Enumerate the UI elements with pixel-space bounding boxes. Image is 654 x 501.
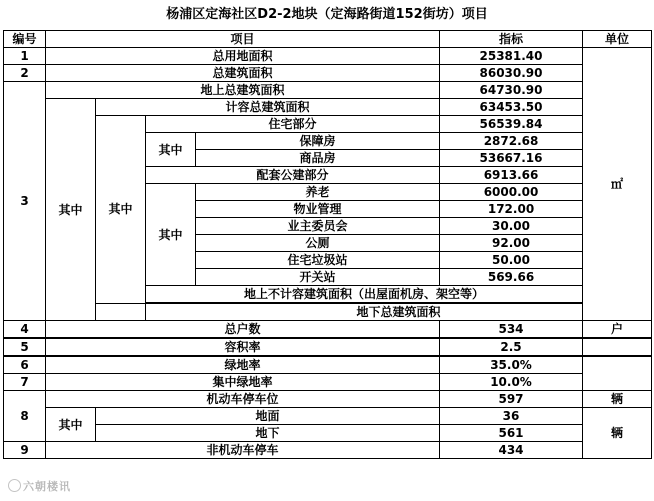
header-unit: 单位	[583, 31, 652, 48]
row-item: 配套公建部分	[146, 167, 440, 184]
row-no-8: 8	[4, 391, 46, 442]
table-row	[4, 374, 652, 391]
row-value: 434	[440, 442, 583, 459]
row-value: 35.0%	[440, 356, 583, 374]
unit-empty	[583, 356, 652, 391]
unit-vehicle: 辆	[583, 391, 652, 408]
row-item: 机动车停车位	[46, 391, 440, 408]
row-value: 6913.66	[440, 167, 583, 184]
table-row	[4, 65, 652, 82]
row-item: 总户数	[46, 321, 440, 339]
row-value: 30.00	[440, 218, 583, 235]
row-value: 597	[440, 391, 583, 408]
qizhong-label-parking: 其中	[46, 408, 96, 442]
row-no: 6	[4, 356, 46, 374]
row-value: 534	[440, 321, 583, 339]
row-item: 商品房	[196, 150, 440, 167]
row-item: 业主委员会	[196, 218, 440, 235]
row-no: 2	[4, 65, 46, 82]
header-value: 指标	[440, 31, 583, 48]
row-value: 569.66	[440, 269, 583, 286]
table-row	[4, 303, 652, 321]
row-value: 86030.90	[440, 65, 583, 82]
table-row	[4, 425, 652, 442]
table-row	[4, 338, 652, 356]
qizhong-label-housing: 其中	[146, 133, 196, 167]
qizhong-label-facilities: 其中	[146, 184, 196, 286]
table-row	[4, 391, 652, 408]
row-no: 1	[4, 48, 46, 65]
table-row	[4, 48, 652, 65]
unit-household: 户	[583, 321, 652, 339]
row-item: 保障房	[196, 133, 440, 150]
row-item: 总建筑面积	[46, 65, 440, 82]
row-value: 56539.84	[440, 116, 583, 133]
row-no	[96, 303, 146, 321]
row-item: 计容总建筑面积	[96, 99, 440, 116]
row-no: 5	[4, 338, 46, 356]
table-row	[4, 408, 652, 425]
row-value: 2872.68	[440, 133, 583, 150]
qizhong-label-outer: 其中	[46, 99, 96, 321]
table-row	[4, 82, 652, 99]
row-value: 64730.90	[440, 82, 583, 99]
table-row	[4, 99, 652, 116]
row-item: 总用地面积	[46, 48, 440, 65]
row-item: 地面	[96, 408, 440, 425]
row-item: 非机动车停车	[46, 442, 440, 459]
row-value: 53667.16	[440, 150, 583, 167]
row-item: 绿地率	[46, 356, 440, 374]
row-value: 36	[440, 408, 583, 425]
watermark-text: 六朝楼讯	[23, 480, 71, 493]
indicator-table	[3, 30, 652, 459]
watermark	[8, 478, 71, 494]
row-item: 物业管理	[196, 201, 440, 218]
table-row	[4, 321, 652, 339]
row-item: 住宅部分	[146, 116, 440, 133]
row-item: 容积率	[46, 338, 440, 356]
row-item: 公厕	[196, 235, 440, 252]
watermark-logo-icon	[8, 479, 21, 492]
row-item: 开关站	[196, 269, 440, 286]
header-row	[4, 31, 652, 48]
row-no: 4	[4, 321, 46, 339]
row-value: 25381.40	[440, 48, 583, 65]
header-no: 编号	[4, 31, 46, 48]
row-value: 561	[440, 425, 583, 442]
row-item: 地下	[96, 425, 440, 442]
row-no: 9	[4, 442, 46, 459]
row-item: 地上总建筑面积	[46, 82, 440, 99]
table-row	[4, 356, 652, 374]
row-value: 2.5	[440, 338, 583, 356]
row-value: 10.0%	[440, 374, 583, 391]
header-item: 项目	[46, 31, 440, 48]
row-value: 92.00	[440, 235, 583, 252]
row-item: 住宅垃圾站	[196, 252, 440, 269]
row-item: 养老	[196, 184, 440, 201]
table-row	[4, 442, 652, 459]
row-no: 7	[4, 374, 46, 391]
row-no-3: 3	[4, 82, 46, 321]
unit-vehicle: 辆	[583, 408, 652, 459]
table-row	[4, 116, 652, 133]
row-item: 集中绿地率	[46, 374, 440, 391]
unit-empty	[583, 338, 652, 356]
row-value: 63453.50	[440, 99, 583, 116]
row-item: 地下总建筑面积	[146, 303, 652, 321]
row-value: 172.00	[440, 201, 583, 218]
qizhong-label-mid: 其中	[96, 116, 146, 304]
unit-area: ㎡	[583, 48, 652, 321]
page-title: 杨浦区定海社区D2-2地块（定海路街道152街坊）项目	[166, 7, 488, 22]
row-value: 50.00	[440, 252, 583, 269]
row-value: 6000.00	[440, 184, 583, 201]
row-item: 地上不计容建筑面积（出屋面机房、架空等）	[146, 286, 583, 304]
